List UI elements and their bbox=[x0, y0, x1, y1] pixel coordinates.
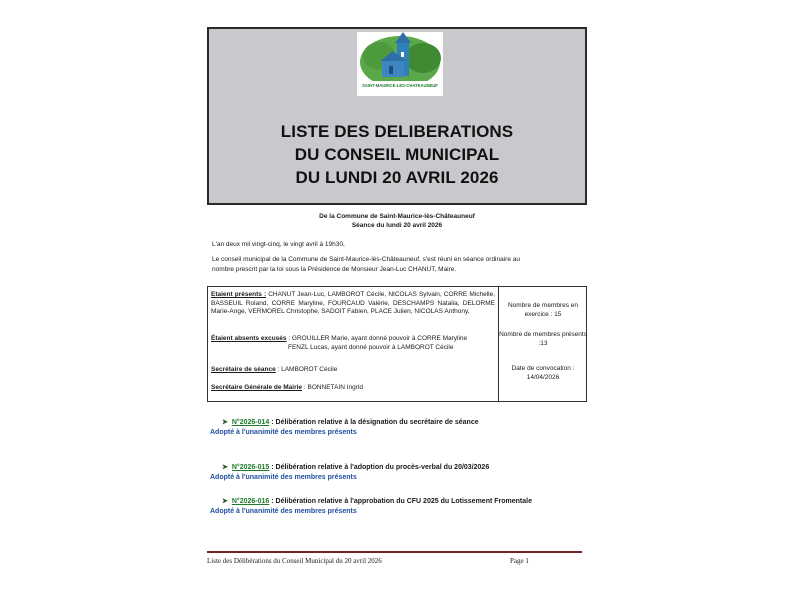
deliberation-item bbox=[210, 497, 590, 517]
deliberation-result: Adopté à l'unanimité des membres présents bbox=[210, 429, 357, 436]
secretaire-row bbox=[211, 366, 495, 375]
arrow-bullet-icon: ➤ bbox=[222, 464, 228, 471]
deliberation-number: N°2026-014 bbox=[231, 419, 270, 426]
presents-label: Etaient présents : bbox=[211, 291, 267, 298]
deliberation-title: : Délibération relative à l'approbation du CFU 2025 du Lotissement Fromentale bbox=[269, 498, 532, 505]
deliberation-title: : Délibération relative à l'adoption du procès-verbal du 20/03/2026 bbox=[269, 464, 490, 471]
footer-rule bbox=[207, 551, 582, 553]
members-exercice: Nombre de membres en exercice : 15 bbox=[507, 302, 579, 318]
excuses-label: Étaient absents excusés bbox=[211, 335, 287, 342]
arrow-bullet-icon: ➤ bbox=[222, 419, 228, 426]
presents-list: CHANUT Jean-Luc, LAMBOROT Cécile, NICOLAS Sylvain, CORRE Michelle, BASSEUIL Roland, CORRE Maryline, FOURCAUD Valérie, DESCHAMPS Natalia, DELORME Marie-Ange, VERMOREL Christophe, SADOIT Fabien, PLACE Julien, NICOLAS Anthony, bbox=[211, 291, 496, 315]
excuses-line-2: FENZL Lucas, ayant donné pouvoir à LAMBOROT Cécile bbox=[288, 343, 454, 351]
secgen-row bbox=[211, 384, 495, 393]
commune-subheader bbox=[207, 212, 587, 230]
title-line-2: DU CONSEIL MUNICIPAL bbox=[294, 145, 500, 164]
intro-date-paragraph: L'an deux mil vingt-cinq, le vingt avril à 19h30, bbox=[212, 241, 345, 248]
page-title bbox=[207, 120, 587, 189]
arrow-bullet-icon: ➤ bbox=[222, 498, 228, 505]
deliberation-result: Adopté à l'unanimité des membres présents bbox=[210, 474, 357, 481]
title-line-3: DU LUNDI 20 AVRIL 2026 bbox=[295, 168, 499, 187]
deliberation-number: N°2026-015 bbox=[231, 464, 270, 471]
convocation-label: Date de convocation : bbox=[511, 365, 575, 372]
convocation-date-block bbox=[499, 365, 587, 382]
title-line-1: LISTE DES DELIBERATIONS bbox=[280, 122, 514, 141]
convocation-date: 14/04/2026 bbox=[526, 373, 560, 381]
deliberation-number: N°2026-016 bbox=[231, 498, 270, 505]
footer-title: Liste des Délibérations du Conseil Municipal du 20 avril 2026 bbox=[207, 557, 382, 565]
secgen-name: : BONNETAIN Ingrid bbox=[302, 384, 363, 391]
logo-caption: SAINT-MAURICE-LES-CHATEAUNEUF bbox=[362, 83, 438, 88]
page-number: Page 1 bbox=[510, 557, 529, 565]
presents-row bbox=[211, 291, 495, 317]
commune-name: De la Commune de Saint-Maurice-lès-Châteauneuf bbox=[319, 213, 475, 220]
excuses-row bbox=[211, 335, 495, 352]
commune-logo bbox=[357, 32, 443, 96]
seance-date: Séance du lundi 20 avril 2026 bbox=[351, 222, 443, 229]
secgen-label: Secrétaire Générale de Mairie bbox=[211, 384, 303, 391]
secretaire-label: Secrétaire de séance bbox=[211, 366, 276, 373]
deliberation-title: : Délibération relative à la désignation du secrétaire de séance bbox=[269, 419, 479, 426]
deliberation-item bbox=[210, 463, 590, 483]
deliberation-item bbox=[210, 418, 590, 438]
intro-convening-paragraph: Le conseil municipal de la Commune de Saint-Maurice-lès-Châteauneuf, s'est réuni en séance ordinaire au nombre prescrit par la loi sous la Présidence de Monsieur Jean-Luc CHANUT, Maire. bbox=[212, 256, 520, 273]
excuses-line-1: : GROUILLER Marie, ayant donné pouvoir à CORRE Maryline bbox=[286, 335, 468, 342]
members-presents: Nombre de membres présents :13 bbox=[499, 331, 587, 347]
secretaire-name: : LAMBOROT Cécile bbox=[275, 366, 338, 373]
deliberation-result: Adopté à l'unanimité des membres présents bbox=[210, 508, 357, 515]
